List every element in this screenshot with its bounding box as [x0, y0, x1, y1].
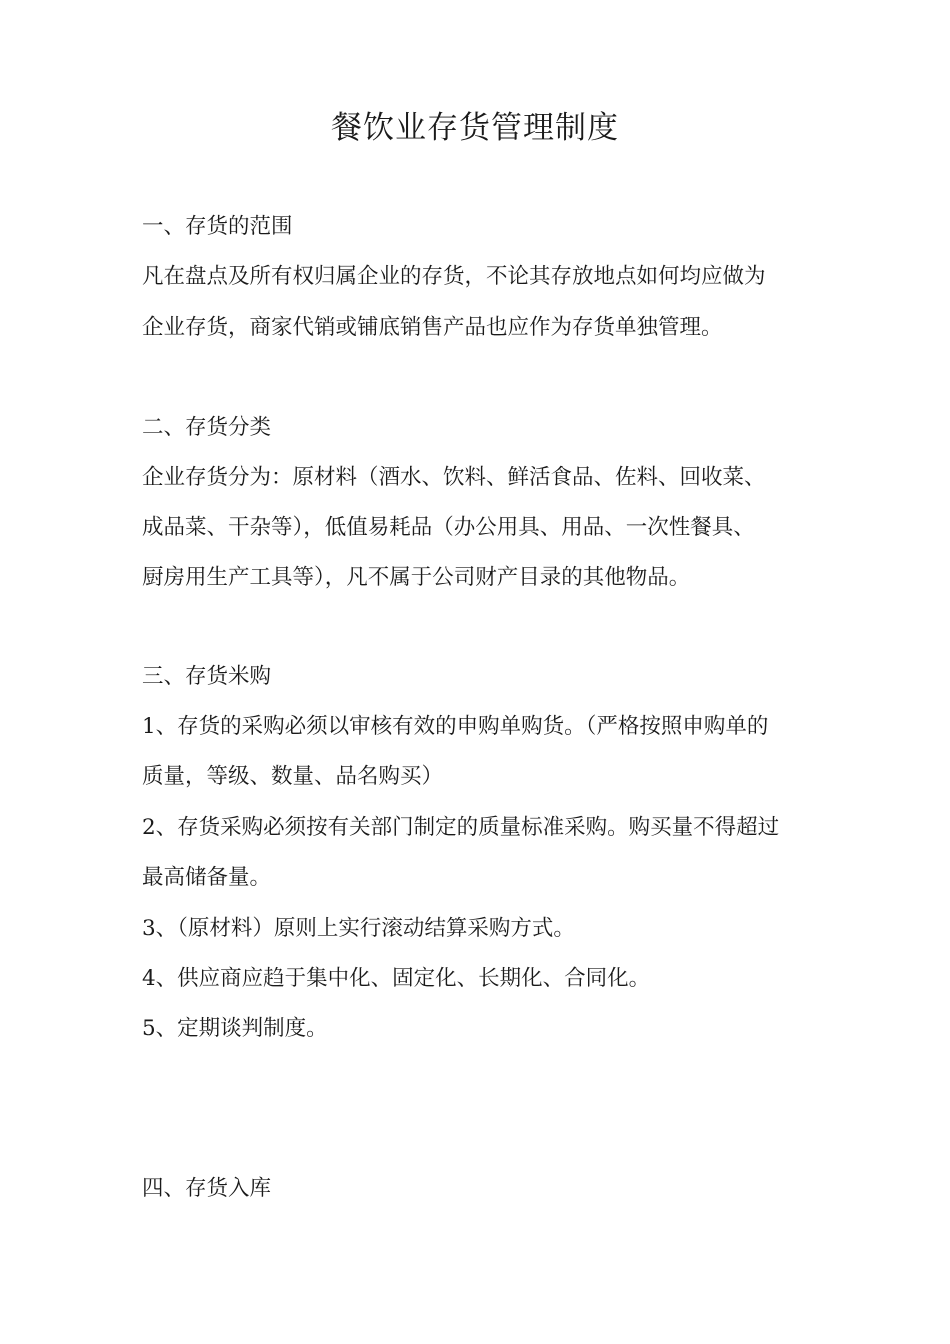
- paragraph-line: 质量，等级、数量、品名购买）: [142, 764, 444, 789]
- paragraph-line: 成品菜、干杂等），低值易耗品（办公用具、用品、一次性餐具、: [142, 515, 755, 540]
- paragraph-line: 3、（原材料）原则上实行滚动结算采购方式。: [142, 916, 575, 941]
- paragraph-line: 4、供应商应趋于集中化、固定化、长期化、合同化。: [142, 966, 651, 991]
- paragraph-line: 厨房用生产工具等），凡不属于公司财产目录的其他物品。: [142, 565, 691, 590]
- paragraph-line: 2、存货采购必须按有关部门制定的质量标准采购。购买量不得超过: [142, 815, 780, 840]
- paragraph-line: 企业存货，商家代销或铺底销售产品也应作为存货单独管理。: [142, 315, 723, 340]
- paragraph-line: 凡在盘点及所有权归属企业的存货，不论其存放地点如何均应做为: [142, 264, 766, 289]
- paragraph-line: 1、存货的采购必须以审核有效的申购单购货。（严格按照申购单的: [142, 714, 769, 739]
- section-heading-procurement: 三、存货米购: [142, 664, 272, 689]
- document-title: 餐饮业存货管理制度: [331, 110, 619, 146]
- paragraph-line: 5、定期谈判制度。: [142, 1016, 328, 1041]
- paragraph-line: 最高储备量。: [142, 865, 272, 890]
- section-heading-scope: 一、存货的范围: [142, 214, 293, 239]
- paragraph-line: 企业存货分为：原材料（酒水、饮料、鲜活食品、佐料、回收菜、: [142, 465, 766, 490]
- section-heading-classification: 二、存货分类: [142, 415, 272, 440]
- section-heading-warehousing: 四、存货入库: [142, 1176, 272, 1201]
